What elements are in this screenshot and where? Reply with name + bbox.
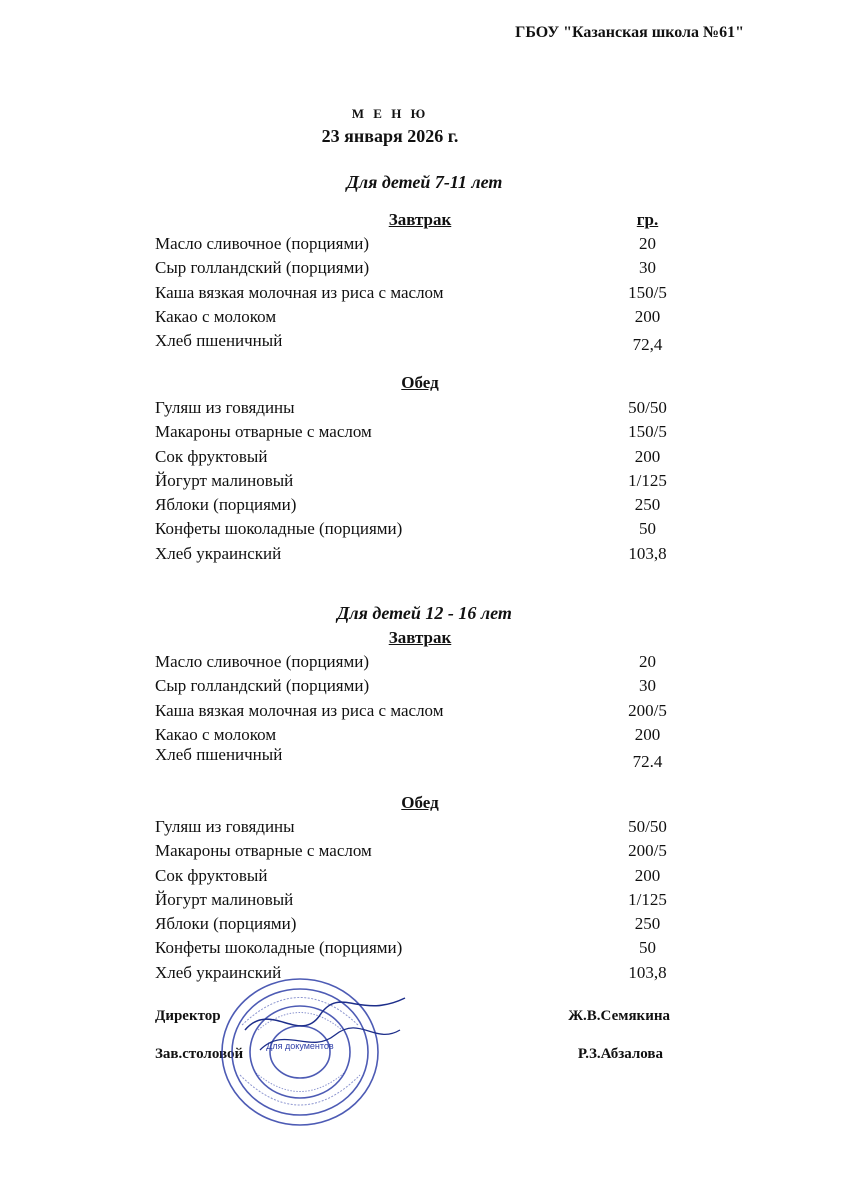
handwritten-signature — [240, 990, 410, 1060]
item-name: Конфеты шоколадные (порциями) — [155, 519, 403, 539]
item-name: Макароны отварные с маслом — [155, 422, 372, 442]
item-qty: 1/125 — [628, 889, 667, 909]
item-qty: 20 — [639, 234, 656, 253]
item-name: Хлеб пшеничный — [155, 744, 283, 764]
item-qty: 20 — [639, 652, 656, 671]
item-name: Гуляш из говядины — [155, 817, 295, 836]
item-qty: 103,8 — [628, 962, 667, 982]
menu-item — [155, 306, 695, 330]
menu-item — [155, 724, 695, 744]
signature-role: Директор — [155, 1008, 221, 1024]
menu-title: М Е Н Ю — [351, 106, 429, 121]
item-qty: 200 — [634, 865, 661, 885]
item-name: Макароны отварные с маслом — [155, 841, 372, 861]
item-qty: 150/5 — [628, 422, 667, 442]
item-name: Конфеты шоколадные (порциями) — [155, 938, 403, 958]
menu-item — [155, 282, 695, 306]
item-qty: 200/5 — [628, 841, 667, 861]
item-name: Масло сливочное (порциями) — [155, 234, 369, 253]
item-name: Сок фруктовый — [155, 446, 268, 466]
menu-date: 23 января 2026 г. — [321, 126, 459, 146]
lunch-title: Обед — [401, 793, 439, 812]
item-qty: 1/125 — [628, 470, 667, 490]
item-name: Йогурт малиновый — [155, 889, 294, 909]
menu-item — [155, 397, 695, 421]
item-name: Яблоки (порциями) — [155, 495, 297, 515]
item-qty: 50 — [639, 938, 656, 958]
item-name: Какао с молоком — [155, 724, 277, 744]
lunch-list-12-16 — [155, 816, 695, 986]
signature-person: Ж.В.Семякина — [568, 1008, 670, 1024]
menu-item — [155, 494, 695, 518]
item-qty: 200 — [634, 306, 661, 326]
menu-item — [155, 700, 695, 724]
item-qty: 50/50 — [628, 398, 667, 417]
menu-item — [155, 470, 695, 494]
item-qty: 103,8 — [628, 543, 667, 563]
item-name: Яблоки (порциями) — [155, 914, 297, 934]
menu-item — [155, 518, 695, 542]
item-name: Сок фруктовый — [155, 865, 268, 885]
menu-item — [155, 744, 695, 771]
item-name: Какао с молоком — [155, 306, 277, 326]
menu-item — [155, 330, 695, 354]
item-name: Сыр голландский (порциями) — [155, 676, 370, 696]
menu-item — [155, 675, 695, 699]
item-qty: 200 — [634, 724, 661, 744]
menu-item — [155, 816, 695, 840]
item-name: Масло сливочное (порциями) — [155, 652, 369, 671]
menu-item — [155, 913, 695, 937]
menu-item — [155, 865, 695, 889]
menu-item — [155, 543, 695, 567]
lunch-title: Обед — [401, 373, 439, 392]
item-qty: 72,4 — [632, 335, 663, 355]
item-qty: 30 — [639, 676, 656, 696]
item-qty: 250 — [634, 495, 661, 515]
breakfast-title: Завтрак — [388, 210, 452, 229]
signature-role: Зав.столовой — [155, 1046, 244, 1062]
item-name: Сыр голландский (порциями) — [155, 258, 370, 278]
item-name: Гуляш из говядины — [155, 398, 295, 417]
menu-item — [155, 421, 695, 445]
item-qty: 150/5 — [628, 282, 667, 302]
breakfast-title: Завтрак — [388, 628, 452, 647]
stamp-center-text: Для документов — [266, 1041, 334, 1051]
item-qty: 72.4 — [632, 751, 663, 771]
lunch-list-7-11 — [155, 397, 695, 567]
menu-item — [155, 651, 695, 675]
item-name: Хлеб украинский — [155, 543, 282, 563]
item-name: Йогурт малиновый — [155, 470, 294, 490]
item-qty: 200/5 — [628, 700, 667, 720]
menu-item — [155, 889, 695, 913]
item-qty: 50 — [639, 519, 656, 539]
item-name: Каша вязкая молочная из риса с маслом — [155, 282, 444, 302]
group-title-7-11: Для детей 7-11 лет — [346, 172, 503, 192]
menu-item — [155, 937, 695, 961]
menu-item — [155, 840, 695, 864]
breakfast-list-12-16 — [155, 651, 695, 771]
menu-item — [155, 233, 695, 257]
menu-item — [155, 257, 695, 281]
menu-item — [155, 446, 695, 470]
item-qty: 250 — [634, 914, 661, 934]
item-qty: 200 — [634, 446, 661, 466]
item-name: Хлеб украинский — [155, 962, 282, 982]
item-qty: 50/50 — [628, 817, 667, 836]
unit-header: гр. — [636, 210, 659, 229]
signature-person: Р.З.Абзалова — [577, 1046, 663, 1062]
item-qty: 30 — [639, 258, 656, 278]
group-title-12-16: Для детей 12 - 16 лет — [337, 603, 512, 623]
breakfast-list-7-11 — [155, 233, 695, 354]
organization-name: ГБОУ "Казанская школа №61" — [515, 24, 744, 41]
item-name: Хлеб пшеничный — [155, 331, 283, 351]
item-name: Каша вязкая молочная из риса с маслом — [155, 700, 444, 720]
